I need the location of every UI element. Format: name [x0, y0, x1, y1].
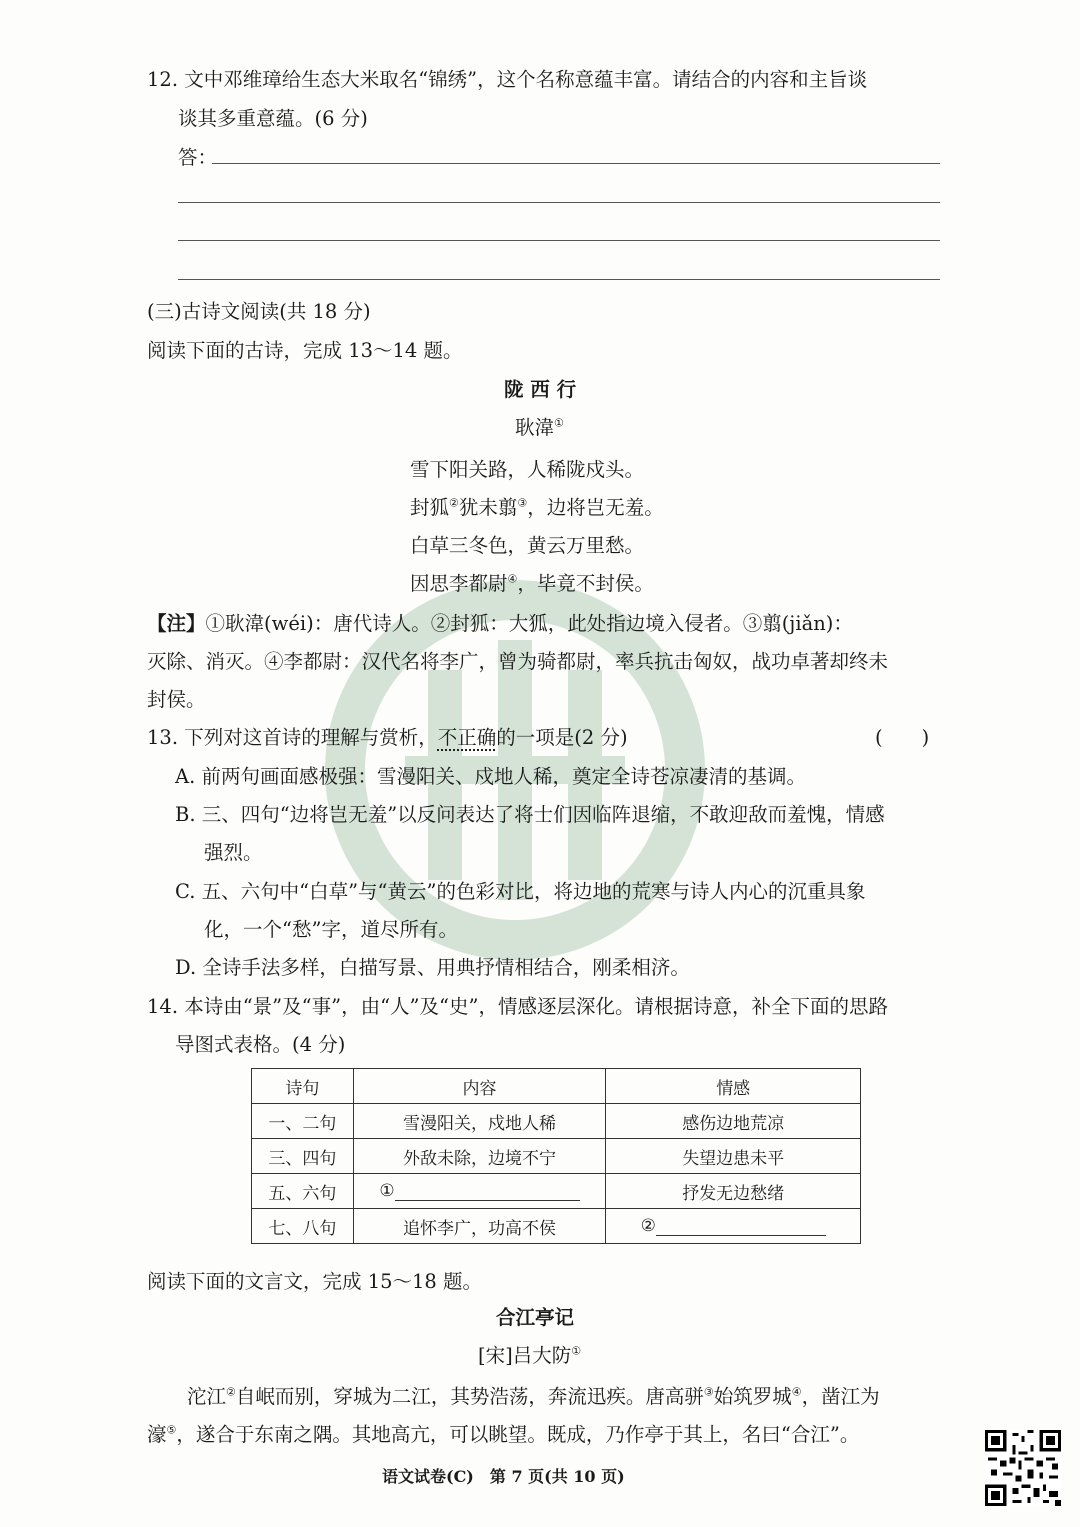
answer-line-3[interactable]	[178, 240, 940, 241]
q13-option-c-2: 化，一个“愁”字，道尽所有。	[204, 918, 458, 941]
q12-line1: 12. 文中邓维璋给生态大米取名“锦绣”，这个名称意蕴丰富。请结合的内容和主旨谈	[147, 68, 868, 91]
q13-answer-bracket[interactable]: ( )	[875, 726, 930, 749]
q13-option-b-2: 强烈。	[204, 841, 263, 864]
table-cell: 三、四句	[252, 1139, 354, 1174]
q13-option-d: D. 全诗手法多样，白描写景、用典抒情相结合，刚柔相济。	[175, 956, 690, 979]
answer-label: 答：	[178, 146, 218, 169]
q14-line1: 14. 本诗由“景”及“事”，由“人”及“史”，情感逐层深化。请根据诗意，补全下面的思路	[147, 995, 888, 1018]
emphasis-text: 不正确	[437, 726, 497, 749]
poem-title: 陇 西 行	[504, 378, 577, 401]
poem-line-1: 雪下阳关路，人稀陇戍头。	[410, 458, 645, 481]
q13-option-b-1: B. 三、四句“边将岂无羞”以反问表达了将士们因临阵退缩，不敢迎敌而羞愧，情感	[175, 803, 885, 826]
page-footer: 语文试卷(C) 第 7 页(共 10 页)	[382, 1467, 625, 1486]
table-cell: 五、六句	[252, 1174, 354, 1209]
table-row	[252, 1209, 861, 1244]
answer-line-2[interactable]	[178, 202, 940, 203]
classical-line-1: 沱江②自岷而别，穿城为二江，其势浩荡，奔流迅疾。唐高骈③始筑罗城④，凿江为	[187, 1385, 880, 1408]
table-header: 诗句	[252, 1069, 354, 1104]
mindmap-table	[251, 1068, 861, 1244]
classical-title: 合江亭记	[496, 1306, 575, 1329]
table-row	[252, 1104, 861, 1139]
classical-author: [宋]吕大防①	[478, 1344, 582, 1367]
section-title: (三)古诗文阅读(共 18 分)	[147, 300, 371, 323]
answer-line-1[interactable]	[212, 163, 940, 164]
q12-line2: 谈其多重意蕴。(6 分)	[178, 107, 368, 130]
poem-line-3: 白草三冬色，黄云万里愁。	[410, 534, 645, 557]
table-row	[252, 1174, 861, 1209]
table-cell: 外敌未除，边境不宁	[353, 1139, 606, 1174]
poem-author: 耿湋①	[515, 416, 564, 439]
table-cell: 抒发无边愁绪	[606, 1174, 861, 1209]
table-header: 情感	[606, 1069, 861, 1104]
classical-intro: 阅读下面的文言文，完成 15～18 题。	[147, 1270, 483, 1293]
table-cell: 一、二句	[252, 1104, 354, 1139]
table-header-row	[252, 1069, 861, 1104]
q13-option-c-1: C. 五、六句中“白草”与“黄云”的色彩对比，将边地的荒寒与诗人内心的沉重具象	[175, 880, 866, 903]
answer-line-4[interactable]	[178, 279, 940, 280]
classical-line-2: 濠⑤，遂合于东南之隅。其地高亢，可以眺望。既成，乃作亭于其上，名曰“合江”。	[147, 1423, 860, 1446]
table-cell: 七、八句	[252, 1209, 354, 1244]
table-cell: 追怀李广，功高不侯	[353, 1209, 606, 1244]
table-cell: 感伤边地荒凉	[606, 1104, 861, 1139]
notes-line-2: 灭除、消灭。④李都尉：汉代名将李广，曾为骑都尉，率兵抗击匈奴，战功卓著却终未	[147, 650, 889, 673]
q14-line2: 导图式表格。(4 分)	[175, 1033, 346, 1056]
notes-line-3: 封侯。	[147, 688, 206, 711]
qr-code-icon[interactable]	[985, 1430, 1061, 1506]
poem-line-2: 封狐②犹未翦③，边将岂无羞。	[410, 496, 664, 519]
q13-stem: 13. 下列对这首诗的理解与赏析，不正确的一项是(2 分)	[147, 726, 628, 749]
table-cell-blank-1[interactable]: ①	[353, 1174, 606, 1209]
notes-line-1: 【注】①耿湋(wéi)：唐代诗人。②封狐：大狐，此处指边境入侵者。③翦(jiǎn)：	[147, 612, 853, 635]
section-intro: 阅读下面的古诗，完成 13～14 题。	[147, 339, 463, 362]
q13-option-a: A. 前两句画面感极强：雪漫阳关、戍地人稀，奠定全诗苍凉凄清的基调。	[175, 765, 806, 788]
table-cell-blank-2[interactable]: ②	[606, 1209, 861, 1244]
table-row	[252, 1139, 861, 1174]
poem-line-4: 因思李都尉④，毕竟不封侯。	[410, 572, 654, 595]
table-cell: 雪漫阳关，戍地人稀	[353, 1104, 606, 1139]
table-header: 内容	[353, 1069, 606, 1104]
table-cell: 失望边患未平	[606, 1139, 861, 1174]
